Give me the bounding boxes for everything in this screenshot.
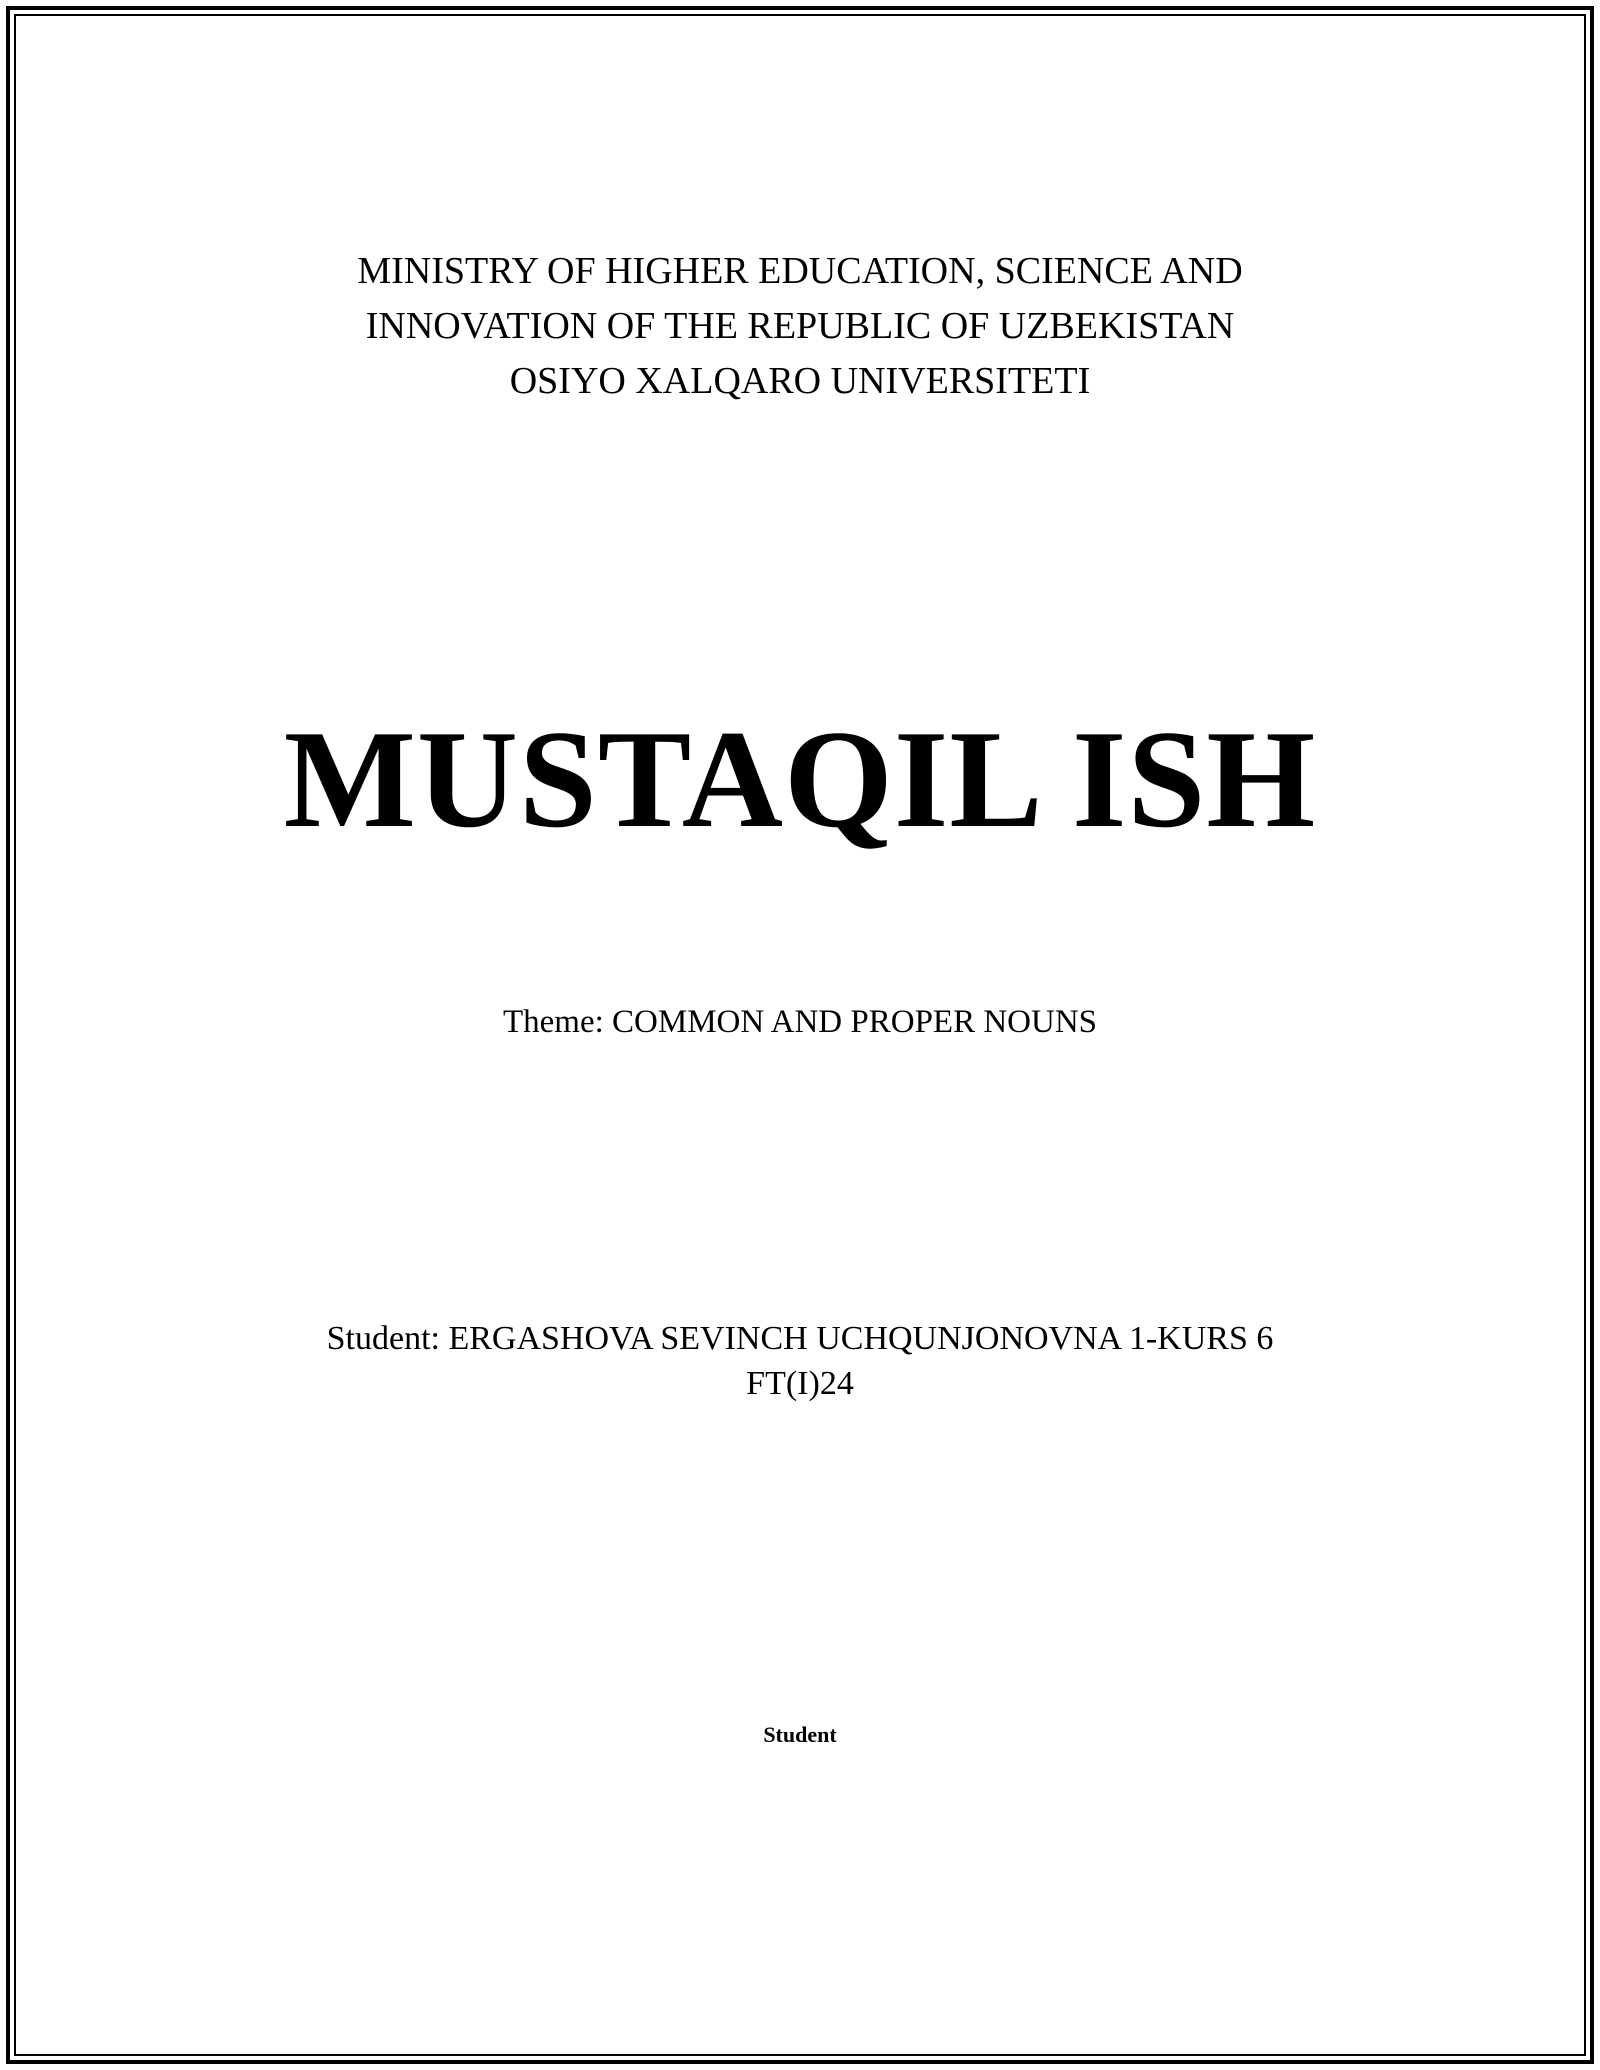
ministry-line-2: INNOVATION OF THE REPUBLIC OF UZBEKISTAN [365,305,1235,347]
ministry-line-1: MINISTRY OF HIGHER EDUCATION, SCIENCE AND [357,250,1243,292]
document-title: MUSTAQIL ISH [283,702,1317,857]
student-name-line: Student: ERGASHOVA SEVINCH UCHQUNJONOVNA 1-KURS 6 [326,1320,1274,1357]
university-name: OSIYO XALQARO UNIVERSITETI [509,360,1091,402]
student-info [0,1316,1600,1406]
theme-line: Theme: COMMON AND PROPER NOUNS [502,1004,1098,1040]
student-group-line: FT(I)24 [746,1365,854,1402]
footer-student-label: Student [763,1722,837,1747]
institution-header [0,244,1600,409]
